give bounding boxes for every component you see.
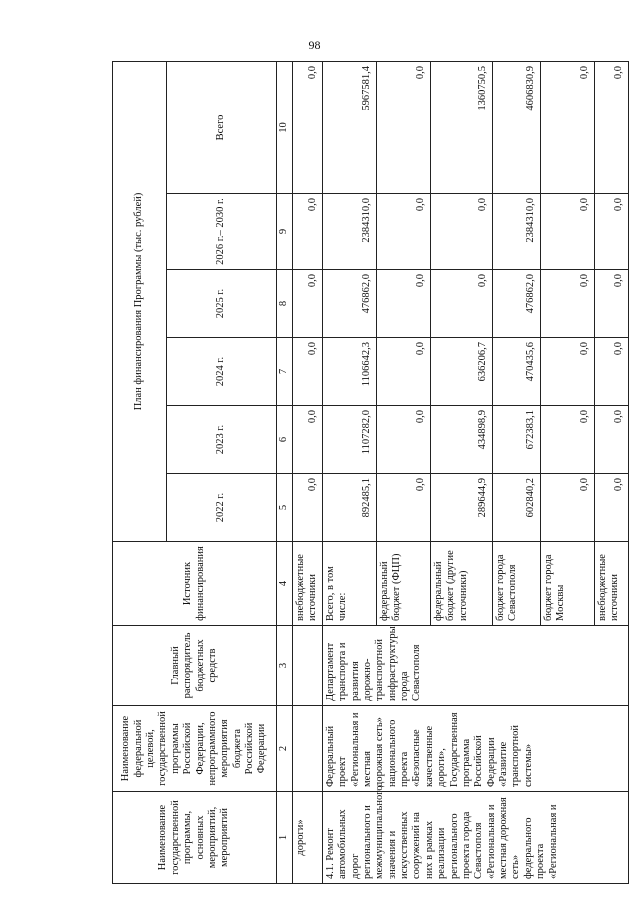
value-cell: 636206,7 bbox=[430, 338, 492, 406]
header-year: 2024 г. bbox=[167, 338, 277, 406]
header-col1: Наименование государственной программы, основных мероприятий, мероприятий bbox=[113, 792, 277, 884]
value-cell: 476862,0 bbox=[322, 270, 376, 338]
value-cell: 0,0 bbox=[376, 406, 430, 474]
value-cell: 0,0 bbox=[430, 194, 492, 270]
carry-manager bbox=[293, 626, 323, 706]
item-name: 4.1. Ремонт автомобильных дорог регионального и межмуниципального значения и искусственных сооружений на них в рамках реализации регионального проекта города Севастополя «Региональная и местная дорожная сеть» федерального проекта «Региональная и bbox=[322, 792, 628, 884]
rotated-table-area bbox=[112, 62, 629, 884]
column-number: 8 bbox=[277, 270, 293, 338]
value-cell: 470435,6 bbox=[492, 338, 540, 406]
financing-table bbox=[112, 61, 629, 884]
source-label: Всего, в том числе: bbox=[322, 542, 376, 626]
value-cell: 0,0 bbox=[293, 194, 323, 270]
value-cell: 892485,1 bbox=[322, 474, 376, 542]
carry-program bbox=[293, 706, 323, 792]
carry-name: дороги» bbox=[293, 792, 323, 884]
value-cell: 0,0 bbox=[293, 474, 323, 542]
value-cell: 0,0 bbox=[594, 270, 628, 338]
value-cell: 0,0 bbox=[540, 474, 594, 542]
value-cell: 1360750,5 bbox=[430, 61, 492, 193]
header-year: 2022 г. bbox=[167, 474, 277, 542]
value-cell: 0,0 bbox=[594, 194, 628, 270]
value-cell: 0,0 bbox=[540, 338, 594, 406]
column-number: 1 bbox=[277, 792, 293, 884]
page-number: 98 bbox=[308, 38, 321, 52]
header-year: 2025 г. bbox=[167, 270, 277, 338]
source-label: бюджет города Москвы bbox=[540, 542, 594, 626]
value-cell: 0,0 bbox=[594, 406, 628, 474]
carry-over-row bbox=[293, 61, 323, 883]
value-cell: 1106642,3 bbox=[322, 338, 376, 406]
value-cell: 0,0 bbox=[540, 270, 594, 338]
header-row-1 bbox=[113, 61, 167, 883]
value-cell: 0,0 bbox=[376, 61, 430, 193]
value-cell: 0,0 bbox=[293, 406, 323, 474]
value-cell: 476862,0 bbox=[492, 270, 540, 338]
header-year: 2026 г.– 2030 г. bbox=[167, 194, 277, 270]
value-cell: 602840,2 bbox=[492, 474, 540, 542]
item-program: Федеральный проект «Региональная и местная дорожная сеть» национального проекта «Безопасные качественные дороги», Государственная программа Российской Федерации «Развитие транспортной системы» bbox=[322, 706, 628, 792]
header-col4: Источник финансирования bbox=[113, 542, 277, 626]
value-cell: 0,0 bbox=[376, 338, 430, 406]
column-number: 9 bbox=[277, 194, 293, 270]
value-cell: 0,0 bbox=[430, 270, 492, 338]
value-cell: 434898,9 bbox=[430, 406, 492, 474]
rotated-sheet bbox=[112, 62, 629, 884]
header-col3: Главный распорядитель бюджетных средств bbox=[113, 626, 277, 706]
value-cell: 5967581,4 bbox=[322, 61, 376, 193]
value-cell: 0,0 bbox=[293, 270, 323, 338]
value-cell: 0,0 bbox=[594, 338, 628, 406]
column-number: 6 bbox=[277, 406, 293, 474]
value-cell: 672383,1 bbox=[492, 406, 540, 474]
value-cell: 0,0 bbox=[540, 406, 594, 474]
column-number: 4 bbox=[277, 542, 293, 626]
column-number: 5 bbox=[277, 474, 293, 542]
value-cell: 4606830,9 bbox=[492, 61, 540, 193]
value-cell: 0,0 bbox=[376, 474, 430, 542]
header-total: Всего bbox=[167, 61, 277, 193]
header-year: 2023 г. bbox=[167, 406, 277, 474]
column-number-row bbox=[277, 61, 293, 883]
source-label: федеральный бюджет (другие источники) bbox=[430, 542, 492, 626]
carry-source: внебюджетные источники bbox=[293, 542, 323, 626]
value-cell: 0,0 bbox=[293, 61, 323, 193]
value-cell: 0,0 bbox=[540, 61, 594, 193]
value-cell: 0,0 bbox=[293, 338, 323, 406]
header-col2: Наименование федеральной целевой, государственной программы Российской Федерации, непрограммного мероприятия бюджета Российской Федерации bbox=[113, 706, 277, 792]
value-cell: 2384310,0 bbox=[492, 194, 540, 270]
source-label: федеральный бюджет (ФЦП) bbox=[376, 542, 430, 626]
column-number: 7 bbox=[277, 338, 293, 406]
value-cell: 2384310,0 bbox=[322, 194, 376, 270]
column-number: 3 bbox=[277, 626, 293, 706]
value-cell: 0,0 bbox=[376, 194, 430, 270]
value-cell: 0,0 bbox=[540, 194, 594, 270]
value-cell: 289644,9 bbox=[430, 474, 492, 542]
value-cell: 1107282,0 bbox=[322, 406, 376, 474]
value-cell: 0,0 bbox=[594, 474, 628, 542]
value-cell: 0,0 bbox=[594, 61, 628, 193]
value-cell: 0,0 bbox=[376, 270, 430, 338]
column-number: 10 bbox=[277, 61, 293, 193]
source-row-total bbox=[322, 61, 376, 883]
column-number: 2 bbox=[277, 706, 293, 792]
header-plan: План финансирования Программы (тыс. рублей) bbox=[113, 61, 167, 541]
source-label: бюджет города Севастополя bbox=[492, 542, 540, 626]
source-label: внебюджетные источники bbox=[594, 542, 628, 626]
item-manager: Департамент транспорта и развития дорожно-транспортной инфраструктуры города Севастополя bbox=[322, 626, 628, 706]
